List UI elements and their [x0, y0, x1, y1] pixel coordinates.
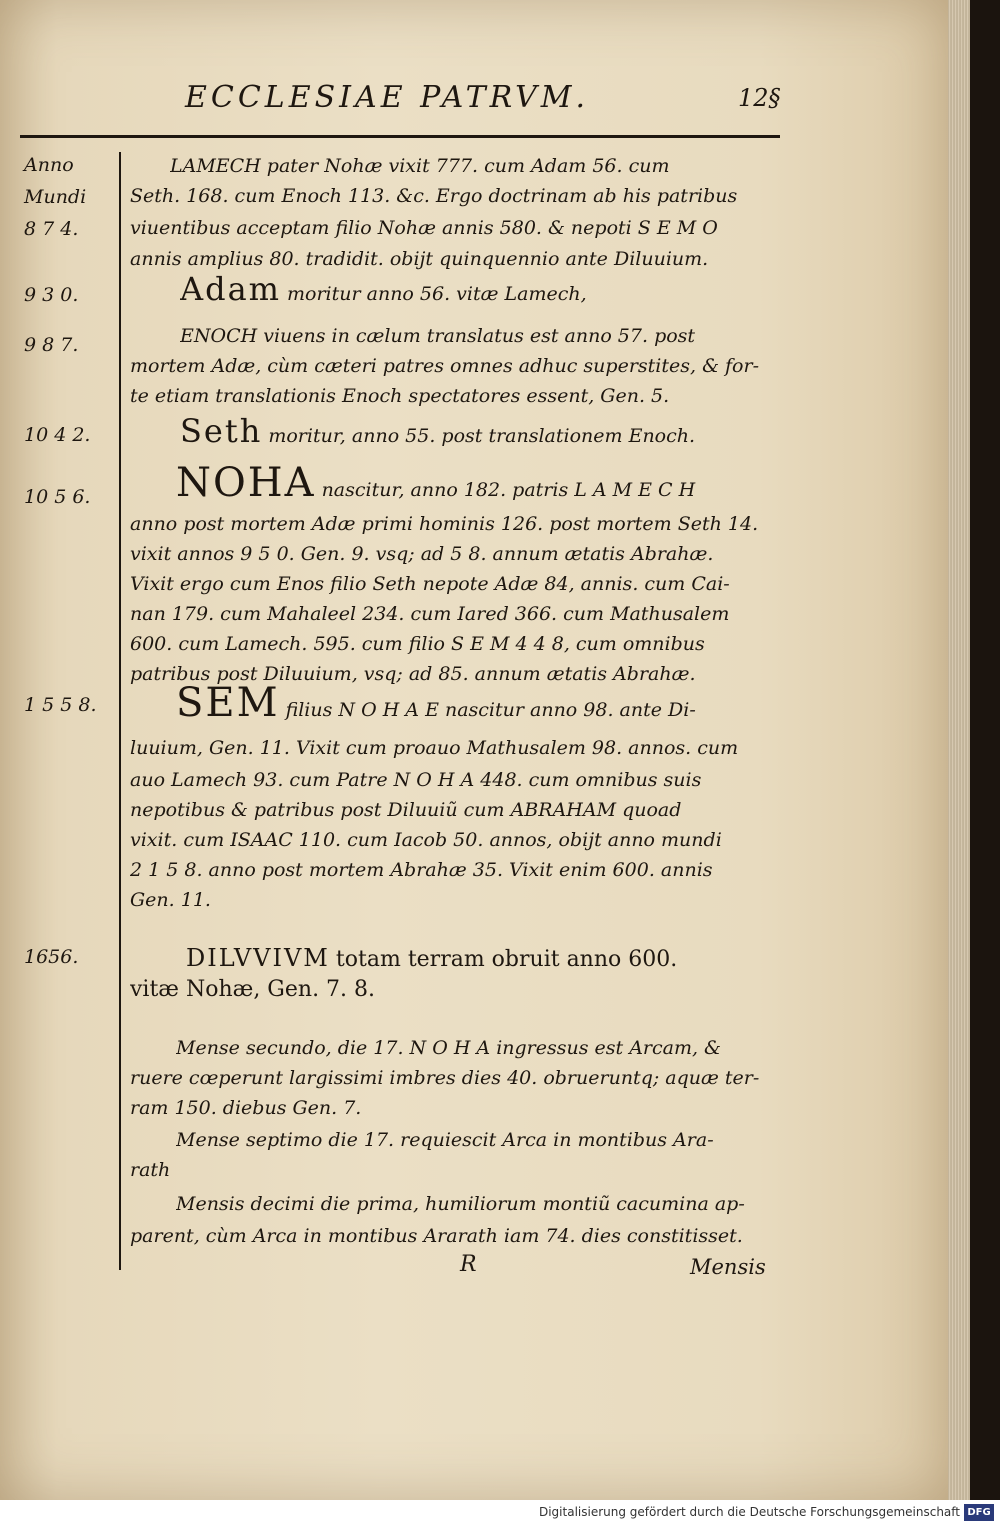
- catchword: Mensis: [690, 1255, 766, 1279]
- text-line: ENOCH viuens in cælum translatus est anno 57. post: [180, 325, 696, 347]
- text-line: Mense septimo die 17. requiescit Arca in montibus Ara-: [176, 1129, 714, 1151]
- running-head: ECCLESIAE PATRVM.: [185, 80, 590, 115]
- entry-diluuium: [186, 944, 836, 972]
- entry-name: Seth: [180, 412, 263, 450]
- entry-text: filius N O H A E nascitur anno 98. ante Di-: [285, 699, 696, 721]
- margin-year: 9 3 0.: [24, 284, 79, 306]
- margin-year: 1656.: [24, 946, 79, 968]
- margin-year: Anno: [24, 154, 74, 176]
- text-line: anno post mortem Adæ primi hominis 126. post mortem Seth 14.: [130, 513, 759, 535]
- entry-text: totam terram obruit anno 600.: [335, 947, 678, 972]
- margin-year: Mundi: [24, 186, 87, 208]
- text-line: 600. cum Lamech. 595. cum filio S E M 4 4 8, cum omnibus: [130, 633, 705, 655]
- text-line: nepotibus & patribus post Diluuiũ cum ABRAHAM quoad: [130, 799, 682, 821]
- text-line: viuentibus acceptam filio Nohæ annis 580. & nepoti S E M O: [130, 217, 718, 239]
- entry-sem: [176, 680, 826, 726]
- entry-name: NOHA: [176, 460, 316, 506]
- footer-credit: Digitalisierung gefördert durch die Deutsche Forschungsgemeinschaft: [538, 1505, 960, 1519]
- entry-text: nascitur, anno 182. patris L A M E C H: [321, 479, 696, 501]
- margin-year: 10 4 2.: [24, 424, 91, 446]
- text-line: Vixit ergo cum Enos filio Seth nepote Adæ 84, annis. cum Cai-: [130, 573, 730, 595]
- page-edge: [948, 0, 970, 1500]
- text-line: parent, cùm Arca in montibus Ararath iam 74. dies constitisset.: [130, 1225, 743, 1247]
- text-line: mortem Adæ, cùm cæteri patres omnes adhuc superstites, & for-: [130, 355, 759, 377]
- entry-seth: [180, 412, 830, 450]
- text-line: LAMECH pater Nohæ vixit 777. cum Adam 56. cum: [170, 155, 670, 177]
- dfg-logo: DFG: [964, 1504, 994, 1521]
- text-line: 2 1 5 8. anno post mortem Abrahæ 35. Vixit enim 600. annis: [130, 859, 713, 881]
- text-line: luuium, Gen. 11. Vixit cum proauo Mathusalem 98. annos. cum: [130, 737, 739, 759]
- entry-name: Adam: [180, 270, 282, 308]
- text-line: rath: [130, 1159, 171, 1181]
- text-line: Mense secundo, die 17. N O H A ingressus est Arcam, &: [176, 1037, 721, 1059]
- margin-year: 1 5 5 8.: [24, 694, 97, 716]
- text-line: nan 179. cum Mahaleel 234. cum Iared 366. cum Mathusalem: [130, 603, 730, 625]
- margin-year: 8 7 4.: [24, 218, 79, 240]
- entry-text: moritur, anno 55. post translationem Enoch.: [268, 425, 696, 447]
- header-rule: [20, 135, 780, 138]
- text-line: ram 150. diebus Gen. 7.: [130, 1097, 362, 1119]
- text-line: Mensis decimi die prima, humiliorum montiũ cacumina ap-: [176, 1193, 745, 1215]
- page-number: 12§: [738, 84, 781, 112]
- text-line: ruere cœperunt largissimi imbres dies 40. obrueruntq; aquæ ter-: [130, 1067, 760, 1089]
- text-line: vitæ Nohæ, Gen. 7. 8.: [130, 977, 376, 1002]
- margin-column-rule: [119, 152, 121, 1270]
- entry-noha: [176, 460, 826, 506]
- entry-text: moritur anno 56. vitæ Lamech,: [287, 283, 587, 305]
- text-line: Seth. 168. cum Enoch 113. &c. Ergo doctrinam ab his patribus: [130, 185, 738, 207]
- text-line: vixit annos 9 5 0. Gen. 9. vsq; ad 5 8. annum ætatis Abrahæ.: [130, 543, 714, 565]
- text-line: Gen. 11.: [130, 889, 211, 911]
- text-line: auo Lamech 93. cum Patre N O H A 448. cum omnibus suis: [130, 769, 702, 791]
- text-line: patribus post Diluuium, vsq; ad 85. annum ætatis Abrahæ.: [130, 663, 696, 685]
- entry-adam: [180, 270, 830, 308]
- entry-name: SEM: [176, 680, 280, 726]
- entry-name: DILVVIVM: [186, 944, 330, 972]
- signature-mark: R: [460, 1252, 477, 1277]
- margin-year: 10 5 6.: [24, 486, 91, 508]
- text-line: annis amplius 80. tradidit. obijt quinquennio ante Diluuium.: [130, 248, 709, 270]
- footer-bar: [0, 1500, 1000, 1526]
- margin-year: 9 8 7.: [24, 334, 79, 356]
- text-line: te etiam translationis Enoch spectatores essent, Gen. 5.: [130, 385, 670, 407]
- text-line: vixit. cum ISAAC 110. cum Iacob 50. annos, obijt anno mundi: [130, 829, 722, 851]
